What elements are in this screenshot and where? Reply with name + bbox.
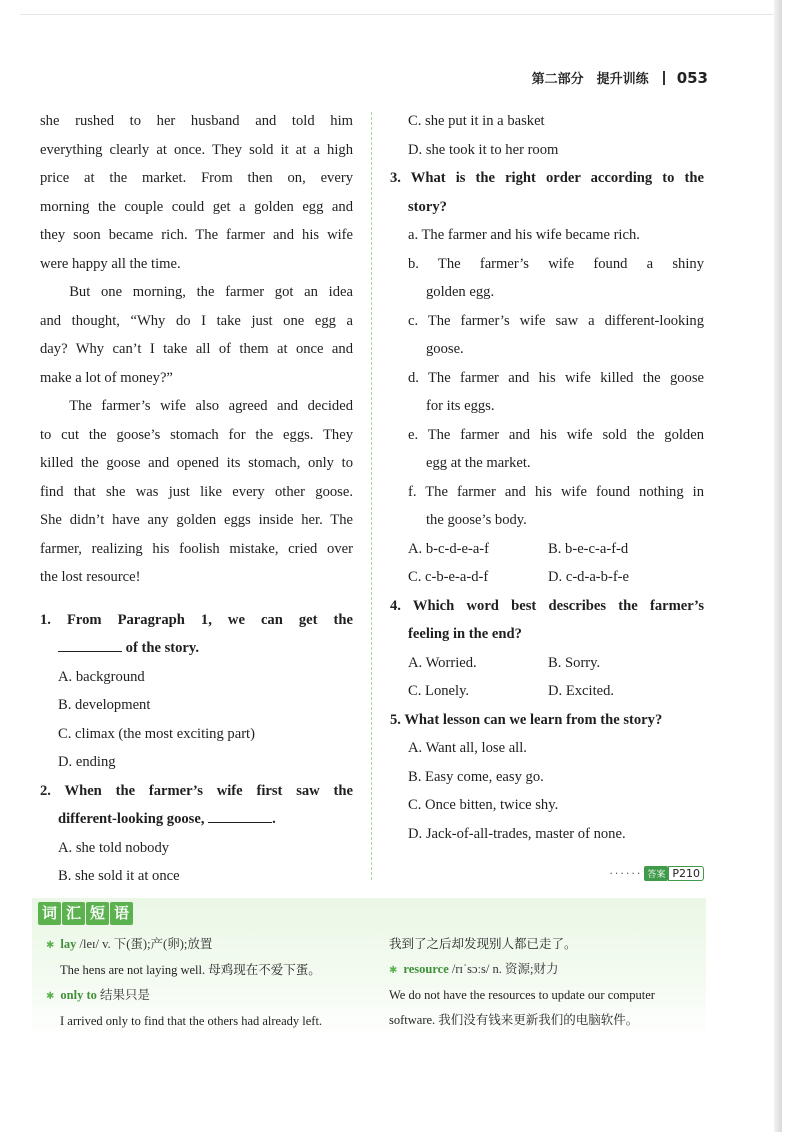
option-c[interactable]: C. she put it in a basket <box>408 113 545 129</box>
vocabulary-box <box>32 898 706 1038</box>
order-item-d: d. The farmer and his wife killed the goose <box>408 369 704 386</box>
order-item-c: c. The farmer’s wife saw a different-looking <box>408 312 704 329</box>
question-1 <box>40 606 353 777</box>
order-item-b-cont: golden egg. <box>426 284 495 300</box>
text-line: they soon became rich. The farmer and his wife <box>40 227 353 243</box>
page-number: 053 <box>676 68 708 87</box>
section-title: 第二部分 提升训练 <box>531 72 649 87</box>
option-c[interactable]: C. c-b-e-a-d-f <box>408 569 489 585</box>
option-a[interactable]: A. b-c-d-e-a-f <box>408 540 490 557</box>
answer-blank[interactable] <box>58 636 122 652</box>
vocab-title-char: 短 <box>86 902 109 925</box>
text-line: were happy all the time. <box>40 255 181 272</box>
text-line: find that she was just like every other goose. <box>40 483 353 500</box>
vocab-title-char: 汇 <box>62 902 85 925</box>
option-b[interactable]: B. b-e-c-a-f-d <box>548 540 629 557</box>
option-d[interactable]: D. c-d-a-b-f-e <box>548 569 630 585</box>
question-stem: 3. What is the right order according to the <box>390 170 704 186</box>
order-item-e-cont: egg at the market. <box>426 455 531 471</box>
column-divider <box>371 112 372 880</box>
question-3 <box>390 164 704 592</box>
question-stem-cont <box>40 805 353 834</box>
option-d[interactable]: D. ending <box>58 754 116 770</box>
option-a[interactable]: A. background <box>58 668 145 685</box>
option-c[interactable]: C. Lonely. <box>408 683 470 699</box>
story-paragraph-1 <box>40 107 353 278</box>
option-row <box>390 649 704 678</box>
vocab-example-translation: 我到了之后却发现别人都已走了。 <box>389 937 577 951</box>
text-line: she rushed to her husband and told him <box>40 113 353 129</box>
top-rule <box>20 14 774 15</box>
order-item-f: f. The farmer and his wife found nothing in <box>408 483 704 500</box>
star-icon: ✱ <box>46 991 55 1002</box>
vocab-entry-lay <box>46 932 376 958</box>
vocab-right-column <box>389 932 709 1033</box>
answer-reference <box>609 866 704 881</box>
option-b[interactable]: B. Easy come, easy go. <box>408 768 544 785</box>
question-stem: 5. What lesson can we learn from the story? <box>390 711 663 728</box>
right-column <box>390 107 704 848</box>
story-paragraph-2 <box>40 278 353 392</box>
vocab-example: The hens are not laying well. 母鸡现在不爱下蛋。 <box>60 963 321 977</box>
vocab-definition: 结果只是 <box>96 988 150 1002</box>
text-line: everything clearly at once. They sold it at a high <box>40 141 353 158</box>
option-row <box>390 677 704 706</box>
order-item-f-cont: the goose’s body. <box>426 512 527 528</box>
leader-dots: ······ <box>609 867 643 880</box>
vocab-example: We do not have the resources to update our computer <box>389 988 655 1002</box>
page-header <box>532 68 708 87</box>
option-c[interactable]: C. Once bitten, twice shy. <box>408 797 559 813</box>
answer-page[interactable]: P210 <box>668 866 704 881</box>
option-row <box>390 563 704 592</box>
header-separator <box>663 71 665 85</box>
option-b[interactable]: B. development <box>58 697 151 713</box>
order-item-c-cont: goose. <box>426 341 464 357</box>
order-item-b: b. The farmer’s wife found a shiny <box>408 255 704 272</box>
order-item-e: e. The farmer and his wife sold the golden <box>408 426 704 443</box>
question-5 <box>390 706 704 849</box>
text-line: farmer, realizing his foolish mistake, cried over <box>40 540 353 557</box>
option-d[interactable]: D. she took it to her room <box>408 141 559 158</box>
vocab-title <box>38 902 134 925</box>
text-line: to cut the goose’s stomach for the eggs. They <box>40 426 353 443</box>
option-a[interactable]: A. she told nobody <box>58 839 170 856</box>
text-line: killed the goose and opened its stomach, only to <box>40 455 353 471</box>
order-item-d-cont: for its eggs. <box>426 398 495 414</box>
order-item-a: a. The farmer and his wife became rich. <box>408 227 640 243</box>
text-line: and thought, “Why do I take just one egg a <box>40 312 353 329</box>
question-stem-cont: feeling in the end? <box>408 626 522 642</box>
text-line: But one morning, the farmer got an idea <box>69 284 353 300</box>
vocab-title-char: 语 <box>110 902 133 925</box>
vocab-example: software. 我们没有钱来更新我们的电脑软件。 <box>389 1013 639 1027</box>
question-stem-text: different-looking goose, <box>58 811 205 827</box>
vocab-title-char: 词 <box>38 902 61 925</box>
vocab-word: lay <box>60 937 77 951</box>
question-4 <box>390 592 704 706</box>
story-paragraph-3 <box>40 392 353 592</box>
page-edge-shadow <box>774 0 782 1132</box>
option-c[interactable]: C. climax (the most exciting part) <box>58 725 255 742</box>
vocab-entry-only-to <box>46 983 376 1009</box>
vocab-example: I arrived only to find that the others had already left. <box>60 1014 323 1028</box>
vocab-definition: /rɪˈsɔːs/ n. 资源;财力 <box>448 962 559 976</box>
vocab-word: resource <box>403 962 449 976</box>
question-stem: 2. When the farmer’s wife first saw the <box>40 782 353 799</box>
option-a[interactable]: A. Want all, lose all. <box>408 740 527 756</box>
option-row <box>390 535 704 564</box>
star-icon: ✱ <box>46 940 55 951</box>
question-stem-cont: story? <box>408 198 447 215</box>
answer-tag: 答案 <box>644 866 668 881</box>
option-b[interactable]: B. Sorry. <box>548 654 601 671</box>
question-stem-cont <box>40 634 353 663</box>
text-line: the lost resource! <box>40 569 141 585</box>
question-2-continued <box>408 107 704 164</box>
star-icon: ✱ <box>389 965 398 976</box>
text-line: The farmer’s wife also agreed and decided <box>69 398 353 414</box>
option-a[interactable]: A. Worried. <box>408 654 477 671</box>
text-line: price at the market. From then on, every <box>40 170 353 186</box>
vocab-definition: /leɪ/ v. 下(蛋);产(卵);放置 <box>76 937 213 951</box>
text-line: make a lot of money?” <box>40 369 173 386</box>
option-d[interactable]: D. Jack-of-all-trades, master of none. <box>408 825 626 842</box>
left-column <box>40 107 353 891</box>
vocab-word: only to <box>60 988 97 1002</box>
stem-period: . <box>272 811 276 827</box>
question-stem: 1. From Paragraph 1, we can get the <box>40 611 353 628</box>
option-b[interactable]: B. she sold it at once <box>58 868 180 884</box>
text-line: morning the couple could get a golden egg and <box>40 198 353 215</box>
question-2 <box>40 777 353 891</box>
answer-blank[interactable] <box>208 807 272 823</box>
question-stem: 4. Which word best describes the farmer’s <box>390 597 704 614</box>
text-line: She didn’t have any golden eggs inside her. The <box>40 512 353 528</box>
text-line: day? Why can’t I take all of them at once and <box>40 341 353 357</box>
vocab-entry-resource <box>389 957 709 983</box>
question-stem-text: of the story. <box>125 640 200 656</box>
vocab-left-column <box>46 932 376 1034</box>
option-d[interactable]: D. Excited. <box>548 683 615 699</box>
